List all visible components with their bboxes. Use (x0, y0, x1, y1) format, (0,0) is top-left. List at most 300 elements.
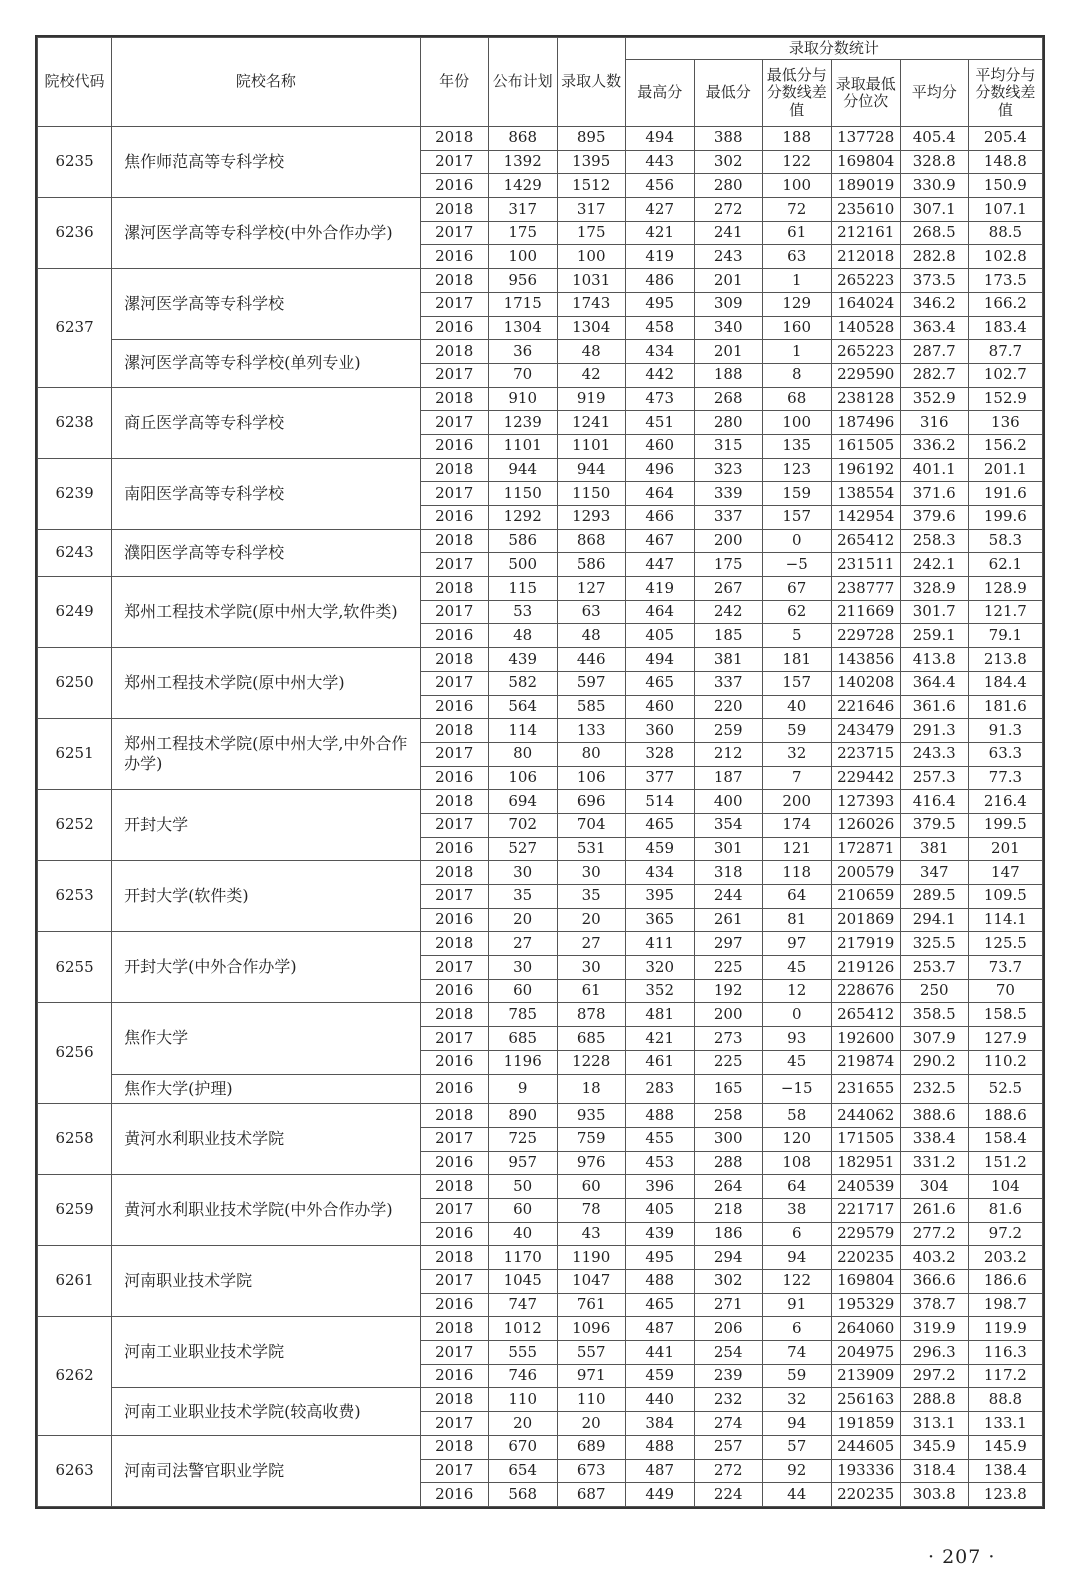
cell-avg: 303.8 (900, 1483, 968, 1507)
cell-plan: 1150 (488, 482, 557, 506)
cell-year: 2017 (420, 813, 488, 837)
cell-min-rank: 217919 (831, 932, 900, 956)
school-name: 开封大学 (112, 790, 421, 861)
school-code: 6243 (38, 529, 112, 576)
table-row (38, 719, 1043, 743)
cell-avg: 364.4 (900, 671, 968, 695)
cell-min-diff: 12 (762, 979, 831, 1003)
cell-max: 451 (625, 411, 694, 435)
cell-min: 302 (694, 150, 762, 174)
cell-min-diff: 160 (762, 316, 831, 340)
cell-year: 2018 (420, 577, 488, 601)
cell-plan: 30 (488, 956, 557, 980)
cell-plan: 1304 (488, 316, 557, 340)
cell-year: 2017 (420, 885, 488, 909)
cell-max: 487 (625, 1459, 694, 1483)
table-row (38, 458, 1043, 482)
cell-max: 460 (625, 434, 694, 458)
cell-min-rank: 220235 (831, 1483, 900, 1507)
table-row (38, 790, 1043, 814)
cell-min-diff: −15 (762, 1074, 831, 1104)
cell-avg-diff: 97.2 (968, 1222, 1042, 1246)
cell-max: 360 (625, 719, 694, 743)
cell-avg: 232.5 (900, 1074, 968, 1104)
cell-plan: 582 (488, 671, 557, 695)
cell-admit: 60 (557, 1175, 625, 1199)
cell-admit: 127 (557, 577, 625, 601)
cell-avg: 401.1 (900, 458, 968, 482)
header-code: 院校代码 (38, 38, 112, 127)
school-code: 6236 (38, 198, 112, 269)
cell-avg-diff: 201 (968, 837, 1042, 861)
cell-avg: 405.4 (900, 127, 968, 151)
cell-plan: 1392 (488, 150, 557, 174)
cell-min-diff: 1 (762, 340, 831, 364)
cell-min: 242 (694, 600, 762, 624)
cell-max: 467 (625, 529, 694, 553)
cell-min-diff: 92 (762, 1459, 831, 1483)
cell-plan: 60 (488, 1198, 557, 1222)
cell-min-diff: 67 (762, 577, 831, 601)
cell-min-diff: 100 (762, 411, 831, 435)
cell-plan: 527 (488, 837, 557, 861)
school-code: 6237 (38, 269, 112, 387)
cell-year: 2016 (420, 1050, 488, 1074)
school-name: 开封大学(中外合作办学) (112, 932, 421, 1003)
cell-avg-diff: 199.5 (968, 813, 1042, 837)
cell-min-rank: 221646 (831, 695, 900, 719)
cell-min-diff: 108 (762, 1151, 831, 1175)
cell-year: 2018 (420, 1317, 488, 1341)
cell-avg-diff: 104 (968, 1175, 1042, 1199)
cell-max: 465 (625, 671, 694, 695)
cell-avg-diff: 70 (968, 979, 1042, 1003)
cell-min-diff: 188 (762, 127, 831, 151)
cell-year: 2018 (420, 387, 488, 411)
cell-year: 2017 (420, 150, 488, 174)
cell-max: 486 (625, 269, 694, 293)
cell-year: 2017 (420, 363, 488, 387)
cell-max: 495 (625, 1246, 694, 1270)
school-name: 焦作师范高等专科学校 (112, 127, 421, 198)
cell-plan: 747 (488, 1293, 557, 1317)
cell-year: 2018 (420, 269, 488, 293)
table-row (38, 577, 1043, 601)
cell-min: 294 (694, 1246, 762, 1270)
cell-avg-diff: 203.2 (968, 1246, 1042, 1270)
school-name: 漯河医学高等专科学校(单列专业) (112, 340, 421, 387)
cell-year: 2017 (420, 292, 488, 316)
header-avg-diff: 平均分与分数线差值 (968, 60, 1042, 127)
cell-max: 456 (625, 174, 694, 198)
cell-min: 309 (694, 292, 762, 316)
cell-avg-diff: 63.3 (968, 742, 1042, 766)
cell-plan: 654 (488, 1459, 557, 1483)
cell-min-diff: 1 (762, 269, 831, 293)
cell-min-rank: 229728 (831, 624, 900, 648)
cell-min: 200 (694, 529, 762, 553)
cell-year: 2018 (420, 719, 488, 743)
school-code: 6238 (38, 387, 112, 458)
cell-min: 323 (694, 458, 762, 482)
cell-avg: 381 (900, 837, 968, 861)
cell-min: 300 (694, 1127, 762, 1151)
cell-min-rank: 212161 (831, 221, 900, 245)
cell-admit: 61 (557, 979, 625, 1003)
cell-year: 2018 (420, 932, 488, 956)
cell-year: 2017 (420, 221, 488, 245)
cell-min-rank: 172871 (831, 837, 900, 861)
cell-min: 254 (694, 1341, 762, 1365)
cell-min-rank: 265223 (831, 269, 900, 293)
cell-admit: 63 (557, 600, 625, 624)
cell-min-rank: 200579 (831, 861, 900, 885)
cell-plan: 20 (488, 908, 557, 932)
cell-min-diff: 62 (762, 600, 831, 624)
cell-avg-diff: 123.8 (968, 1483, 1042, 1507)
cell-min-diff: 40 (762, 695, 831, 719)
cell-min-rank: 238777 (831, 577, 900, 601)
school-name: 黄河水利职业技术学院 (112, 1104, 421, 1175)
cell-min: 339 (694, 482, 762, 506)
cell-min-rank: 240539 (831, 1175, 900, 1199)
cell-avg: 379.5 (900, 813, 968, 837)
cell-min: 388 (694, 127, 762, 151)
cell-admit: 586 (557, 553, 625, 577)
cell-min-diff: 0 (762, 529, 831, 553)
cell-min-rank: 196192 (831, 458, 900, 482)
cell-plan: 30 (488, 861, 557, 885)
cell-min-diff: 45 (762, 1050, 831, 1074)
cell-min-rank: 238128 (831, 387, 900, 411)
cell-avg-diff: 88.8 (968, 1388, 1042, 1412)
header-min-diff: 最低分与分数线差值 (762, 60, 831, 127)
cell-avg-diff: 109.5 (968, 885, 1042, 909)
cell-min-diff: 118 (762, 861, 831, 885)
cell-max: 460 (625, 695, 694, 719)
cell-min: 241 (694, 221, 762, 245)
cell-year: 2016 (420, 506, 488, 530)
cell-avg: 250 (900, 979, 968, 1003)
cell-plan: 9 (488, 1074, 557, 1104)
cell-min: 258 (694, 1104, 762, 1128)
cell-min: 232 (694, 1388, 762, 1412)
cell-plan: 702 (488, 813, 557, 837)
cell-min: 220 (694, 695, 762, 719)
cell-year: 2018 (420, 458, 488, 482)
cell-plan: 910 (488, 387, 557, 411)
cell-min-rank: 169804 (831, 1270, 900, 1294)
cell-min: 273 (694, 1027, 762, 1051)
cell-admit: 696 (557, 790, 625, 814)
cell-admit: 868 (557, 529, 625, 553)
cell-min-diff: 38 (762, 1198, 831, 1222)
cell-min-rank: 210659 (831, 885, 900, 909)
cell-year: 2016 (420, 434, 488, 458)
cell-avg-diff: 184.4 (968, 671, 1042, 695)
cell-max: 419 (625, 245, 694, 269)
cell-avg: 307.1 (900, 198, 968, 222)
school-name: 黄河水利职业技术学院(中外合作办学) (112, 1175, 421, 1246)
cell-avg: 253.7 (900, 956, 968, 980)
cell-min: 340 (694, 316, 762, 340)
cell-avg: 296.3 (900, 1341, 968, 1365)
cell-min: 354 (694, 813, 762, 837)
table-row (38, 269, 1043, 293)
cell-avg: 373.5 (900, 269, 968, 293)
cell-avg: 291.3 (900, 719, 968, 743)
school-name: 漯河医学高等专科学校(中外合作办学) (112, 198, 421, 269)
cell-admit: 1304 (557, 316, 625, 340)
cell-plan: 36 (488, 340, 557, 364)
cell-max: 487 (625, 1317, 694, 1341)
cell-admit: 531 (557, 837, 625, 861)
cell-min-diff: 91 (762, 1293, 831, 1317)
school-code: 6259 (38, 1175, 112, 1246)
cell-max: 488 (625, 1270, 694, 1294)
cell-min-rank: 164024 (831, 292, 900, 316)
cell-plan: 110 (488, 1388, 557, 1412)
cell-admit: 106 (557, 766, 625, 790)
cell-max: 283 (625, 1074, 694, 1104)
cell-admit: 761 (557, 1293, 625, 1317)
cell-plan: 1196 (488, 1050, 557, 1074)
cell-year: 2017 (420, 600, 488, 624)
cell-min: 381 (694, 648, 762, 672)
cell-min-rank: 192600 (831, 1027, 900, 1051)
cell-max: 443 (625, 150, 694, 174)
cell-min: 302 (694, 1270, 762, 1294)
cell-min-rank: 142954 (831, 506, 900, 530)
school-code: 6250 (38, 648, 112, 719)
school-name: 南阳医学高等专科学校 (112, 458, 421, 529)
cell-avg-diff: 216.4 (968, 790, 1042, 814)
cell-avg: 379.6 (900, 506, 968, 530)
cell-min: 175 (694, 553, 762, 577)
cell-min-rank: 265412 (831, 1003, 900, 1027)
cell-min-rank: 219126 (831, 956, 900, 980)
cell-avg: 282.7 (900, 363, 968, 387)
cell-avg: 366.6 (900, 1270, 968, 1294)
cell-min: 185 (694, 624, 762, 648)
cell-min: 165 (694, 1074, 762, 1104)
cell-plan: 670 (488, 1435, 557, 1459)
cell-avg-diff: 199.6 (968, 506, 1042, 530)
cell-min: 257 (694, 1435, 762, 1459)
cell-min: 272 (694, 198, 762, 222)
table-row (38, 529, 1043, 553)
cell-avg-diff: 152.9 (968, 387, 1042, 411)
cell-avg: 259.1 (900, 624, 968, 648)
cell-avg-diff: 102.8 (968, 245, 1042, 269)
cell-min-rank: 201869 (831, 908, 900, 932)
cell-year: 2018 (420, 1435, 488, 1459)
cell-min-diff: 100 (762, 174, 831, 198)
cell-min-rank: 126026 (831, 813, 900, 837)
cell-avg: 243.3 (900, 742, 968, 766)
cell-max: 494 (625, 127, 694, 151)
cell-max: 405 (625, 624, 694, 648)
cell-admit: 1150 (557, 482, 625, 506)
cell-year: 2016 (420, 624, 488, 648)
cell-admit: 1101 (557, 434, 625, 458)
table-row (38, 198, 1043, 222)
school-name: 郑州工程技术学院(原中州大学) (112, 648, 421, 719)
cell-admit: 1228 (557, 1050, 625, 1074)
cell-max: 461 (625, 1050, 694, 1074)
cell-admit: 976 (557, 1151, 625, 1175)
cell-avg-diff: 213.8 (968, 648, 1042, 672)
cell-admit: 78 (557, 1198, 625, 1222)
cell-admit: 935 (557, 1104, 625, 1128)
cell-avg-diff: 110.2 (968, 1050, 1042, 1074)
cell-min-diff: 68 (762, 387, 831, 411)
cell-avg-diff: 81.6 (968, 1198, 1042, 1222)
cell-avg-diff: 107.1 (968, 198, 1042, 222)
cell-min-diff: 159 (762, 482, 831, 506)
admission-score-table-frame (35, 35, 1045, 1509)
cell-max: 439 (625, 1222, 694, 1246)
cell-year: 2018 (420, 340, 488, 364)
cell-year: 2018 (420, 1246, 488, 1270)
cell-min-rank: 137728 (831, 127, 900, 151)
cell-min: 337 (694, 506, 762, 530)
cell-avg-diff: 77.3 (968, 766, 1042, 790)
cell-admit: 110 (557, 1388, 625, 1412)
cell-avg: 352.9 (900, 387, 968, 411)
cell-avg: 258.3 (900, 529, 968, 553)
cell-min-rank: 264060 (831, 1317, 900, 1341)
cell-avg-diff: 145.9 (968, 1435, 1042, 1459)
cell-admit: 1096 (557, 1317, 625, 1341)
cell-plan: 439 (488, 648, 557, 672)
cell-max: 495 (625, 292, 694, 316)
cell-min-diff: 45 (762, 956, 831, 980)
cell-min-diff: 174 (762, 813, 831, 837)
cell-max: 441 (625, 1341, 694, 1365)
cell-avg-diff: 148.8 (968, 150, 1042, 174)
cell-year: 2018 (420, 1003, 488, 1027)
cell-avg: 257.3 (900, 766, 968, 790)
cell-max: 320 (625, 956, 694, 980)
cell-plan: 20 (488, 1412, 557, 1436)
cell-avg: 297.2 (900, 1364, 968, 1388)
cell-year: 2016 (420, 908, 488, 932)
cell-min: 268 (694, 387, 762, 411)
cell-min-diff: 72 (762, 198, 831, 222)
cell-avg-diff: 119.9 (968, 1317, 1042, 1341)
cell-min-rank: 228676 (831, 979, 900, 1003)
cell-plan: 70 (488, 363, 557, 387)
cell-max: 377 (625, 766, 694, 790)
cell-max: 449 (625, 1483, 694, 1507)
cell-max: 434 (625, 861, 694, 885)
cell-year: 2016 (420, 837, 488, 861)
cell-min-rank: 140528 (831, 316, 900, 340)
cell-avg: 325.5 (900, 932, 968, 956)
cell-min: 318 (694, 861, 762, 885)
cell-plan: 1292 (488, 506, 557, 530)
cell-avg: 289.5 (900, 885, 968, 909)
cell-avg-diff: 151.2 (968, 1151, 1042, 1175)
cell-min-diff: 8 (762, 363, 831, 387)
cell-admit: 100 (557, 245, 625, 269)
cell-avg-diff: 186.6 (968, 1270, 1042, 1294)
cell-admit: 689 (557, 1435, 625, 1459)
cell-avg: 242.1 (900, 553, 968, 577)
cell-avg: 388.6 (900, 1104, 968, 1128)
cell-avg: 331.2 (900, 1151, 968, 1175)
cell-plan: 500 (488, 553, 557, 577)
cell-plan: 115 (488, 577, 557, 601)
cell-plan: 1715 (488, 292, 557, 316)
cell-max: 465 (625, 1293, 694, 1317)
cell-admit: 687 (557, 1483, 625, 1507)
cell-min: 244 (694, 885, 762, 909)
cell-min: 225 (694, 1050, 762, 1074)
cell-min: 400 (694, 790, 762, 814)
cell-plan: 60 (488, 979, 557, 1003)
cell-min-rank: 265223 (831, 340, 900, 364)
cell-max: 442 (625, 363, 694, 387)
cell-min-diff: 63 (762, 245, 831, 269)
cell-avg-diff: 156.2 (968, 434, 1042, 458)
cell-min-rank: 182951 (831, 1151, 900, 1175)
cell-admit: 18 (557, 1074, 625, 1104)
cell-min-rank: 229590 (831, 363, 900, 387)
cell-avg: 363.4 (900, 316, 968, 340)
cell-max: 458 (625, 316, 694, 340)
cell-avg-diff: 201.1 (968, 458, 1042, 482)
cell-min-diff: 32 (762, 742, 831, 766)
cell-admit: 48 (557, 624, 625, 648)
cell-plan: 40 (488, 1222, 557, 1246)
cell-avg: 319.9 (900, 1317, 968, 1341)
cell-avg-diff: 52.5 (968, 1074, 1042, 1104)
cell-min-rank: 171505 (831, 1127, 900, 1151)
school-name: 焦作大学(护理) (112, 1074, 421, 1104)
cell-plan: 890 (488, 1104, 557, 1128)
cell-min: 200 (694, 1003, 762, 1027)
cell-min-rank: 231655 (831, 1074, 900, 1104)
cell-avg: 282.8 (900, 245, 968, 269)
cell-avg: 316 (900, 411, 968, 435)
cell-year: 2016 (420, 1364, 488, 1388)
cell-avg-diff: 127.9 (968, 1027, 1042, 1051)
table-body (38, 127, 1043, 1507)
cell-min-diff: 123 (762, 458, 831, 482)
cell-year: 2017 (420, 553, 488, 577)
cell-min-diff: 93 (762, 1027, 831, 1051)
cell-year: 2018 (420, 861, 488, 885)
cell-min: 239 (694, 1364, 762, 1388)
cell-avg-diff: 87.7 (968, 340, 1042, 364)
cell-min-rank: 161505 (831, 434, 900, 458)
cell-max: 421 (625, 221, 694, 245)
school-name: 郑州工程技术学院(原中州大学,中外合作办学) (112, 719, 421, 790)
cell-plan: 27 (488, 932, 557, 956)
page-number: · 207 · (928, 1546, 996, 1568)
cell-year: 2016 (420, 1222, 488, 1246)
cell-max: 421 (625, 1027, 694, 1051)
cell-year: 2018 (420, 127, 488, 151)
cell-admit: 585 (557, 695, 625, 719)
cell-min: 201 (694, 269, 762, 293)
cell-max: 514 (625, 790, 694, 814)
school-code: 6249 (38, 577, 112, 648)
cell-min-diff: 122 (762, 1270, 831, 1294)
cell-admit: 317 (557, 198, 625, 222)
